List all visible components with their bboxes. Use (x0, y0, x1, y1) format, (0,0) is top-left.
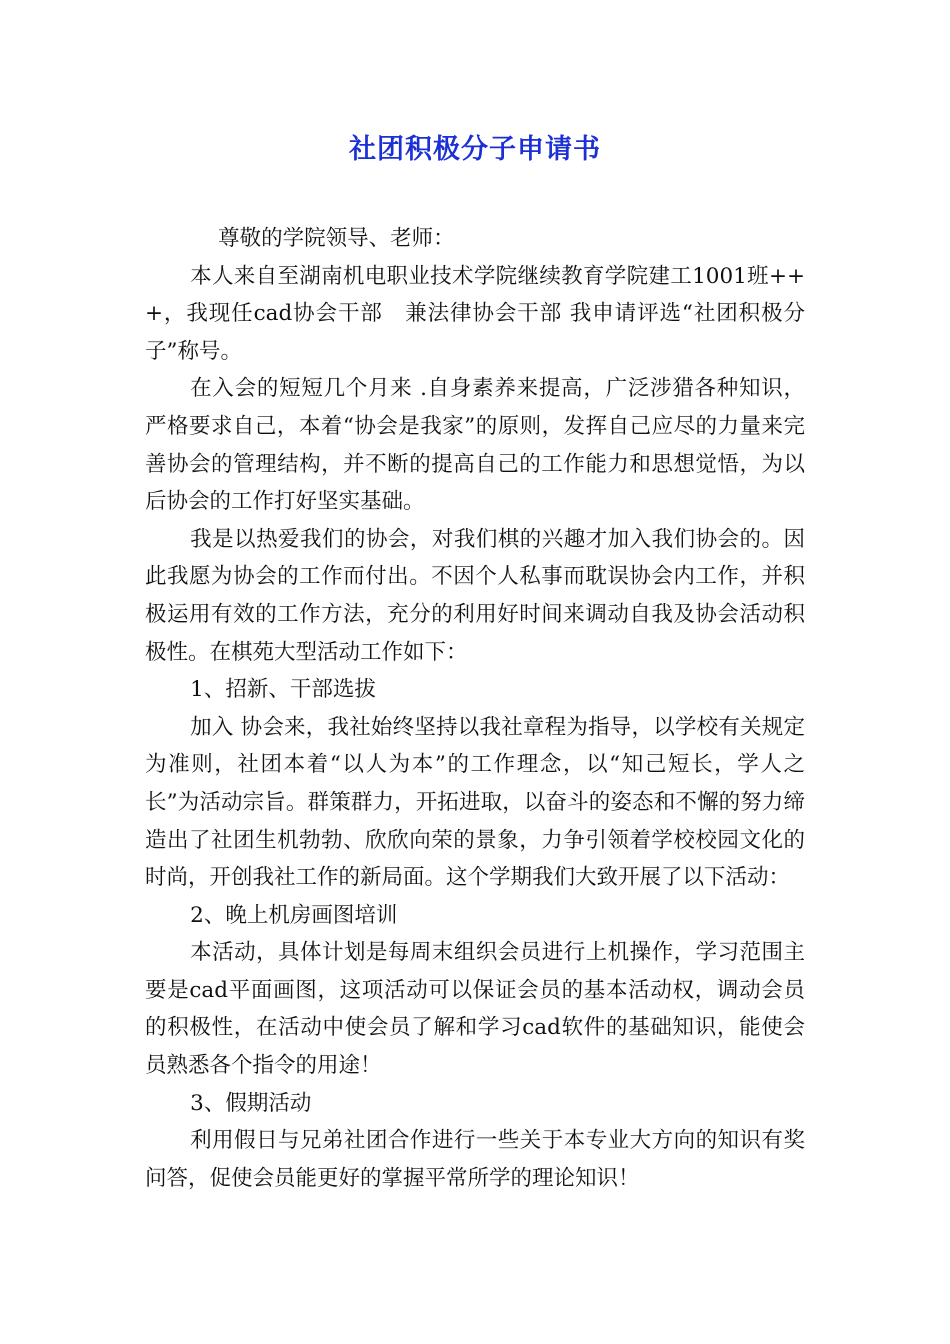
paragraph-recruitment: 加入 协会来，我社始终坚持以我社章程为指导，以学校有关规定为准则，社团本着“以人为本”的工作理念，以“知己短长，学人之长”为活动宗旨。群策群力，开拓进取，以奋斗的姿态和不懈的努力缔造出了社团生机勃勃、欣欣向荣的景象，力争引领着学校校园文化的时尚，开创我社工作的新局面。这个学期我们大致开展了以下活动： (145, 714, 805, 891)
section-heading-holiday: 3、假期活动 (190, 1090, 312, 1116)
document-body (145, 220, 805, 1197)
salutation: 尊敬的学院领导、老师： (218, 226, 455, 251)
paragraph-self-improvement: 在入会的短短几个月来 .自身素养来提高，广泛涉猎各种知识，严格要求自己，本着“协会是我家”的原则，发挥自己应尽的力量来完善协会的管理结构，并不断的提高自己的工作能力和思想觉悟，为以后协会的工作打好坚实基础。 (145, 376, 805, 515)
paragraph-training: 本活动，具体计划是每周末组织会员进行上机操作，学习范围主要是cad平面画图，这项活动可以保证会员的基本活动权，调动会员的积极性，在活动中使会员了解和学习cad软件的基础知识，能使会员熟悉各个指令的用途！ (145, 940, 805, 1079)
paragraph-motivation: 我是以热爱我们的协会，对我们棋的兴趣才加入我们协会的。因此我愿为协会的工作而付出。不因个人私事而耽误协会内工作，并积极运用有效的工作方法，充分的利用好时间来调动自我及协会活动积极性。在棋苑大型活动工作如下： (145, 526, 805, 665)
paragraph-holiday: 利用假日与兄弟社团合作进行一些关于本专业大方向的知识有奖问答，促使会员能更好的掌握平常所学的理论知识！ (145, 1128, 805, 1191)
section-heading-recruitment: 1、招新、干部选拔 (190, 677, 376, 703)
section-heading-training: 2、晚上机房画图培训 (190, 902, 398, 928)
paragraph-introduction: 本人来自至湖南机电职业技术学院继续教育学院建工1001班+++，我现任cad协会干部 兼法律协会干部 我申请评选“社团积极分子”称号。 (145, 263, 805, 364)
document-title: 社团积极分子申请书 (349, 134, 601, 165)
